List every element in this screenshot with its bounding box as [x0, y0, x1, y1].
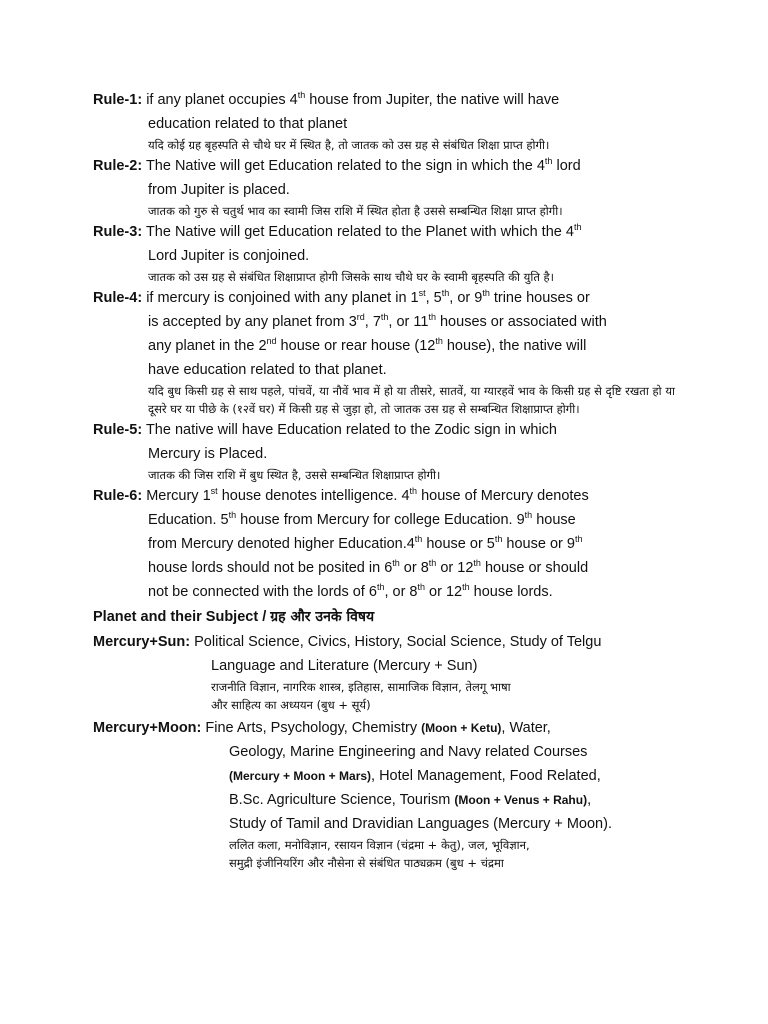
rule-4-text-4: trine houses or: [489, 290, 590, 306]
rule-1-sup: th: [297, 90, 306, 101]
rule-5-hindi: जातक की जिस राशि में बुध स्थित है, उससे सम्बन्धित शिक्षाप्राप्त होगी।: [148, 468, 441, 482]
rule-3: [93, 220, 675, 286]
rule-3-text: The Native will get Education related to the Planet with which the 4: [145, 224, 574, 240]
rule-4-text-2: , 5: [425, 290, 442, 306]
rule-6-line-5: [148, 580, 675, 604]
subject-moon-l3a: (Mercury + Moon + Mars): [229, 769, 372, 783]
rule-1-hindi: [148, 136, 675, 154]
rule-3-body: [148, 244, 675, 286]
section-title-hi: ग्रह और उनके विषय: [270, 609, 375, 625]
document-page: [93, 88, 675, 872]
rule-6: [93, 484, 675, 604]
rule-6-k: or 8: [399, 560, 429, 576]
rule-6-j-sup: th: [392, 558, 400, 569]
rule-6-line-4: [148, 556, 675, 580]
rule-6-b-sup: th: [409, 486, 418, 497]
rule-2-text-rest: lord: [552, 158, 581, 174]
rule-2-text: The Native will get Education related to the sign in which the 4: [145, 158, 545, 174]
rule-6-a-sup: st: [210, 486, 218, 497]
section-title-en: Planet and their Subject /: [93, 609, 271, 625]
rule-6-j: house lords should not be posited in 6: [148, 560, 393, 576]
rule-1-label: Rule-1:: [93, 92, 143, 108]
rule-4-en-line-4: have education related to that planet.: [148, 362, 387, 378]
subject-moon-hi-2: समुद्री इंजीनियरिंग और नौसेना से संबंधित पाठ्यक्रम (बुध + चंद्रमा: [229, 856, 504, 870]
rule-4-sup-2: th: [441, 288, 450, 299]
rule-1-text: if any planet occupies 4: [146, 92, 298, 108]
rule-5: [93, 418, 675, 484]
rule-6-label: Rule-6:: [93, 488, 143, 504]
rule-2: [93, 154, 675, 220]
rule-3-label: Rule-3:: [93, 224, 143, 240]
rule-6-line-2: [148, 508, 675, 532]
rule-4-l2-d: houses or associated with: [435, 314, 607, 330]
rule-4-sup-1: st: [418, 288, 426, 299]
rule-5-label: Rule-5:: [93, 422, 143, 438]
subject-mercury-moon: [93, 716, 675, 872]
subject-moon-l3: [229, 764, 675, 788]
rule-4-l2-a: is accepted by any planet from 3: [148, 314, 357, 330]
rule-4-text-3: , or 9: [449, 290, 483, 306]
rule-6-m: house or should: [480, 560, 589, 576]
rule-2-hindi: जातक को गुरु से चतुर्थ भाव का स्वामी जिस राशि में स्थित होता है उससे सम्बन्धित शिक्षा प्राप्त होगी।: [148, 204, 563, 218]
rule-6-l-sup: th: [473, 558, 481, 569]
rule-5-text: The native will have Education related to the Zodic sign in which: [145, 422, 557, 438]
rule-4-en-line-3: [148, 334, 675, 358]
subject-sun-body: [211, 654, 675, 714]
rule-2-en-cont: from Jupiter is placed.: [148, 182, 290, 198]
rule-4-l3-sup-2: th: [435, 336, 443, 347]
rule-6-f: house: [532, 512, 576, 528]
rule-2-sup: th: [544, 156, 553, 167]
section-title: [93, 604, 675, 630]
subject-sun-line-1: [93, 630, 675, 654]
subject-moon-hi-1: ललित कला, मनोविज्ञान, रसायन विज्ञान (चंद्रमा + केतु), जल, भूविज्ञान,: [229, 838, 530, 852]
rule-4-hindi: यदि बुध किसी ग्रह से साथ पहले, पांचवें, या नौवें भाव में हो या तीसरे, सातवें, या ग्यारहवें भाव के किसी ग्रह से दृष्टि रखता हो या दूसरे घर या पीछे के (१२वें घर) में किसी ग्रह से जुड़ा हो, तो जातक उस ग्रह से सम्बन्धित शिक्षाप्राप्त होगी।: [148, 384, 675, 416]
subject-sun-hi-1: राजनीति विज्ञान, नागरिक शास्त्र, इतिहास, सामाजिक विज्ञान, तेलगू भाषा: [211, 680, 511, 694]
rule-1-line: [93, 88, 675, 112]
rule-6-o: , or 8: [384, 584, 418, 600]
rule-6-body: [148, 508, 675, 604]
rule-6-d-sup: th: [228, 510, 237, 521]
rule-4-sup-3: th: [482, 288, 490, 299]
subject-sun-en-1: Political Science, Civics, History, Social Science, Study of Telgu: [194, 634, 602, 650]
rule-1-text-rest: house from Jupiter, the native will have: [305, 92, 560, 108]
rule-4-label: Rule-4:: [93, 290, 143, 306]
subject-sun-label: Mercury+Sun:: [93, 634, 191, 650]
rule-1-body: [148, 112, 675, 136]
rule-4-l3-a: any planet in the 2: [148, 338, 267, 354]
subject-moon-l1c: , Water,: [501, 720, 551, 736]
rule-3-hindi: जातक को उस ग्रह से संबंधित शिक्षाप्राप्त होगी जिसके साथ चौथे घर के स्वामी बृहस्पति की युति है।: [148, 270, 554, 284]
subject-sun-hi-2: और साहित्य का अध्ययन (बुध + सूर्य): [211, 698, 371, 712]
rule-4-l2-c: , or 11: [388, 314, 429, 330]
rule-6-e-sup: th: [524, 510, 533, 521]
subject-sun-en-2: Language and Literature (Mercury + Sun): [211, 658, 478, 674]
rule-4-l2-sup-2: th: [380, 312, 389, 323]
rule-1: [93, 88, 675, 154]
rule-6-b: house denotes intelligence. 4: [217, 488, 410, 504]
rule-5-en-cont: Mercury is Placed.: [148, 446, 268, 462]
subject-moon-l1a: Fine Arts, Psychology, Chemistry: [205, 720, 422, 736]
subject-moon-line-1: [93, 716, 675, 740]
rule-4-l3-b: house or rear house (12: [276, 338, 436, 354]
rule-4-l3-sup-1: nd: [266, 336, 277, 347]
rule-4-l2-sup-3: th: [428, 312, 436, 323]
rule-6-h-sup: th: [494, 534, 503, 545]
rule-4-l3-c: house), the native will: [442, 338, 587, 354]
rule-6-c: house of Mercury denotes: [417, 488, 589, 504]
rule-6-n: not be connected with the lords of 6: [148, 584, 377, 600]
rule-6-n-sup: th: [376, 582, 385, 593]
rule-5-body: [148, 442, 675, 484]
rule-6-i-sup: th: [574, 534, 583, 545]
rule-4-l2-b: , 7: [364, 314, 381, 330]
rule-4-l2-sup-1: rd: [356, 312, 365, 323]
rule-6-o-sup: th: [417, 582, 426, 593]
subject-moon-l2: Geology, Marine Engineering and Navy related Courses: [229, 744, 588, 760]
rule-6-p-sup: th: [462, 582, 470, 593]
rule-2-line: [93, 154, 675, 178]
rule-6-q: house lords.: [469, 584, 553, 600]
subject-moon-l4c: ,: [587, 792, 592, 808]
rule-4-line: [93, 286, 675, 310]
subject-moon-l4b: (Moon + Venus + Rahu): [454, 793, 588, 807]
rule-2-label: Rule-2:: [93, 158, 143, 174]
rule-6-g: from Mercury denoted higher Education.4: [148, 536, 415, 552]
rule-1-en-cont: education related to that planet: [148, 116, 348, 132]
rule-6-line-3: [148, 532, 675, 556]
rule-1-hindi-text: यदि कोई ग्रह बृहस्पति से चौथे घर में स्थित है, तो जातक को उस ग्रह से संबंधित शिक्षा प्राप्त होगी।: [148, 138, 550, 152]
subject-moon-label: Mercury+Moon:: [93, 720, 202, 736]
rule-6-l: or 12: [436, 560, 474, 576]
rule-6-i: house or 9: [502, 536, 575, 552]
rule-3-sup: th: [573, 222, 582, 233]
rule-6-h: house or 5: [422, 536, 495, 552]
rule-4-en-line-2: [148, 310, 675, 334]
subject-mercury-sun: [93, 630, 675, 714]
rule-3-en-cont: Lord Jupiter is conjoined.: [148, 248, 310, 264]
subject-moon-l4: [229, 788, 675, 812]
subject-moon-l4a: B.Sc. Agriculture Science, Tourism: [229, 792, 455, 808]
rule-6-k-sup: th: [428, 558, 437, 569]
rule-6-g-sup: th: [414, 534, 423, 545]
rule-3-line: [93, 220, 675, 244]
rule-4-body: [148, 310, 675, 418]
rule-6-e: house from Mercury for college Education. 9: [236, 512, 525, 528]
subject-moon-l5: Study of Tamil and Dravidian Languages (Mercury + Moon).: [229, 816, 612, 832]
rule-4: [93, 286, 675, 418]
subject-moon-l3b: , Hotel Management, Food Related,: [371, 768, 601, 784]
rule-6-d: Education. 5: [148, 512, 229, 528]
rule-6-a: Mercury 1: [146, 488, 211, 504]
subject-moon-body: [229, 740, 675, 872]
rule-2-body: [148, 178, 675, 220]
rule-6-line: [93, 484, 675, 508]
rule-6-p: or 12: [425, 584, 463, 600]
rule-5-line: [93, 418, 675, 442]
subject-moon-l1b: (Moon + Ketu): [421, 721, 502, 735]
rule-4-text-1: if mercury is conjoined with any planet in 1: [146, 290, 419, 306]
